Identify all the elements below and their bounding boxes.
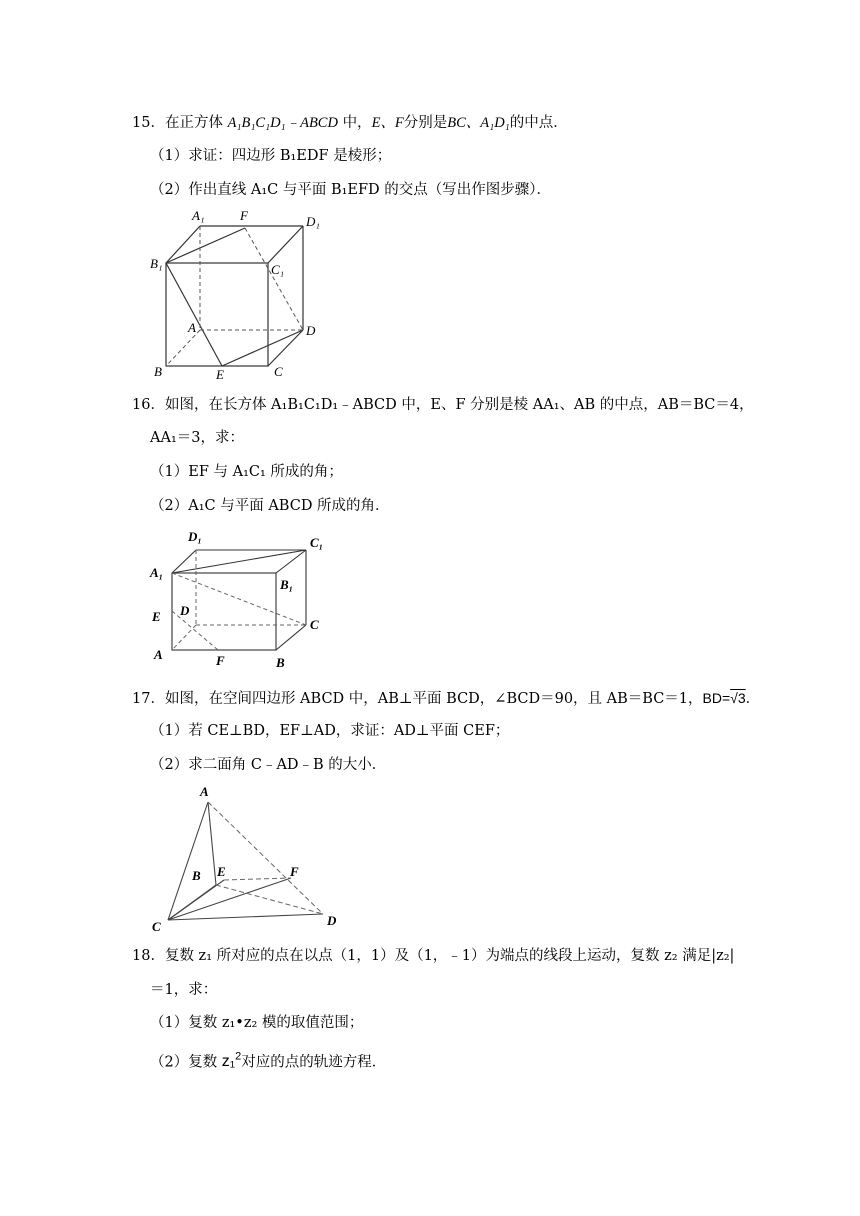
label-A: A [200, 784, 209, 799]
label-F: F [216, 653, 225, 668]
label-C: C [310, 617, 319, 632]
label-B: B [276, 655, 285, 670]
label-C1: C₁ [271, 262, 285, 277]
label-D1: D₁ [188, 529, 202, 544]
tetrahedron-figure [148, 780, 353, 935]
label-B: B [192, 868, 201, 883]
label-C: C [274, 364, 283, 379]
label-D: D [327, 913, 337, 928]
z1-squared: z₁$^2$ [221, 1051, 242, 1071]
cube-figure [148, 208, 328, 383]
label-E: E [216, 367, 224, 382]
problem-number: 15． [132, 115, 165, 131]
label-D: D [180, 603, 190, 618]
problem-18-part-1: （1）复数 z₁•z₂ 模的取值范围； [150, 1015, 364, 1031]
label-C: C [152, 919, 161, 934]
problem-15-part-1: （1）求证：四边形 B₁EDF 是棱形； [150, 148, 392, 164]
problem-18-line-2: ＝1，求： [150, 982, 218, 998]
label-A1: A₁ [150, 565, 164, 580]
problem-15-part-2: （2）作出直线 A₁C 与平面 B₁EFD 的交点（写出作图步骤）． [150, 182, 552, 198]
cuboid-figure [148, 525, 348, 675]
problem-16-line-2: AA₁＝3，求： [150, 430, 244, 446]
label-B1: B₁ [150, 256, 163, 271]
problem-15-stem: 15．在正方体 A₁B₁C₁D₁﹣ABCD 中，E、F分别是BC、A₁D₁的中点． [132, 115, 568, 131]
problem-17-stem: 17．如图，在空间四边形 ABCD 中，AB⊥平面 BCD，∠BCD＝90，且 AB＝BC＝1，BD=√3． [132, 690, 761, 707]
problem-16-part-1: （1）EF 与 A₁C₁ 所成的角； [150, 464, 343, 480]
label-A: A [154, 647, 163, 662]
problem-18-part-2: （2）复数 z₁$^2$对应的点的轨迹方程． [150, 1051, 387, 1071]
label-F: F [290, 864, 299, 879]
problem-17-part-2: （2）求二面角 C﹣AD﹣B 的大小． [150, 757, 387, 773]
label-B: B [154, 364, 162, 379]
label-D1: D₁ [306, 214, 320, 229]
label-E: E [152, 609, 161, 624]
cube-name: A₁B₁C₁D₁﹣ABCD [227, 115, 338, 131]
label-B1: B₁ [280, 577, 294, 592]
problem-18-line-1: 18．复数 z₁ 所对应的点在以点（1，1）及（1，﹣1）为端点的线段上运动，复数 z₂ 满足|z₂| [132, 948, 735, 964]
label-A: A [188, 320, 196, 335]
label-E: E [217, 864, 226, 879]
label-A1: A₁ [192, 208, 205, 223]
label-D: D [306, 323, 316, 338]
problem-17-part-1: （1）若 CE⊥BD，EF⊥AD，求证：AD⊥平面 CEF； [150, 723, 510, 739]
problem-16-line-1: 16．如图，在长方体 A₁B₁C₁D₁﹣ABCD 中，E、F 分别是棱 AA₁、AB 的中点，AB＝BC＝4， [132, 397, 754, 413]
problem-16-part-2: （2）A₁C 与平面 ABCD 所成的角． [150, 498, 390, 514]
label-F: F [240, 208, 248, 223]
label-C1: C₁ [310, 535, 324, 550]
bd-expression: BD=√3 [702, 690, 746, 706]
